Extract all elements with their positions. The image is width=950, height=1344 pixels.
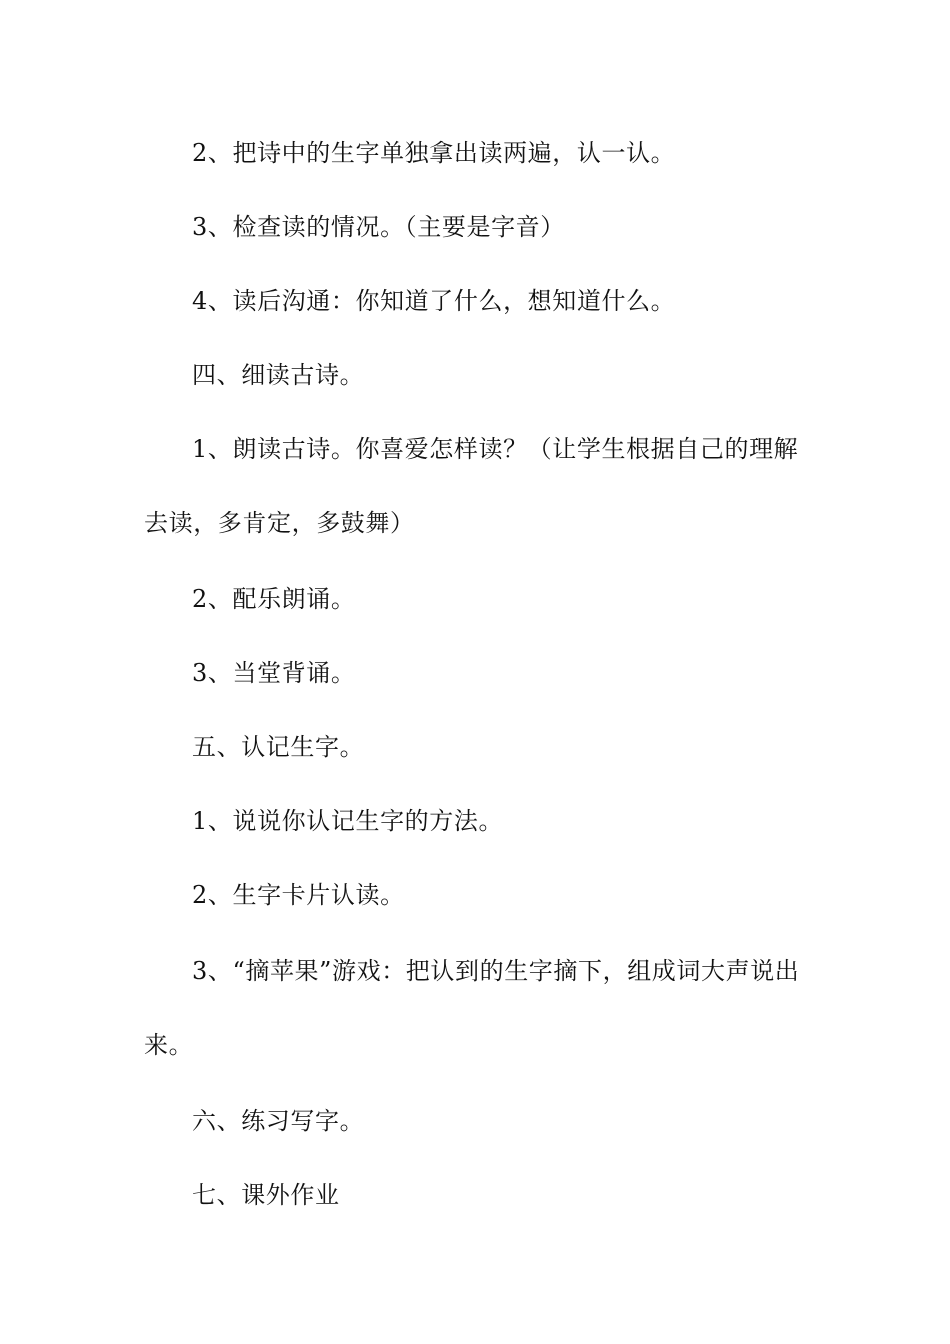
paragraph: 3、“摘苹果”游戏：把认到的生字摘下，组成词大声说出来。	[144, 957, 800, 1059]
section-heading: 五、认记生字。	[192, 733, 365, 761]
paragraph: 2、配乐朗诵。	[192, 585, 356, 613]
section-heading: 四、细读古诗。	[192, 361, 365, 389]
paragraph: 3、检查读的情况。（主要是字音）	[192, 213, 565, 241]
section-heading: 六、练习写字。	[192, 1107, 365, 1135]
section-heading: 七、课外作业	[192, 1181, 340, 1209]
paragraph: 3、当堂背诵。	[192, 659, 356, 687]
paragraph: 1、说说你认记生字的方法。	[192, 807, 504, 835]
paragraph: 1、朗读古诗。你喜爱怎样读？（让学生根据自己的理解去读，多肯定，多鼓舞）	[144, 435, 799, 537]
paragraph: 2、把诗中的生字单独拿出读两遍，认一认。	[192, 139, 676, 167]
paragraph: 4、读后沟通：你知道了什么，想知道什么。	[192, 287, 676, 315]
paragraph: 2、生字卡片认读。	[192, 881, 405, 909]
